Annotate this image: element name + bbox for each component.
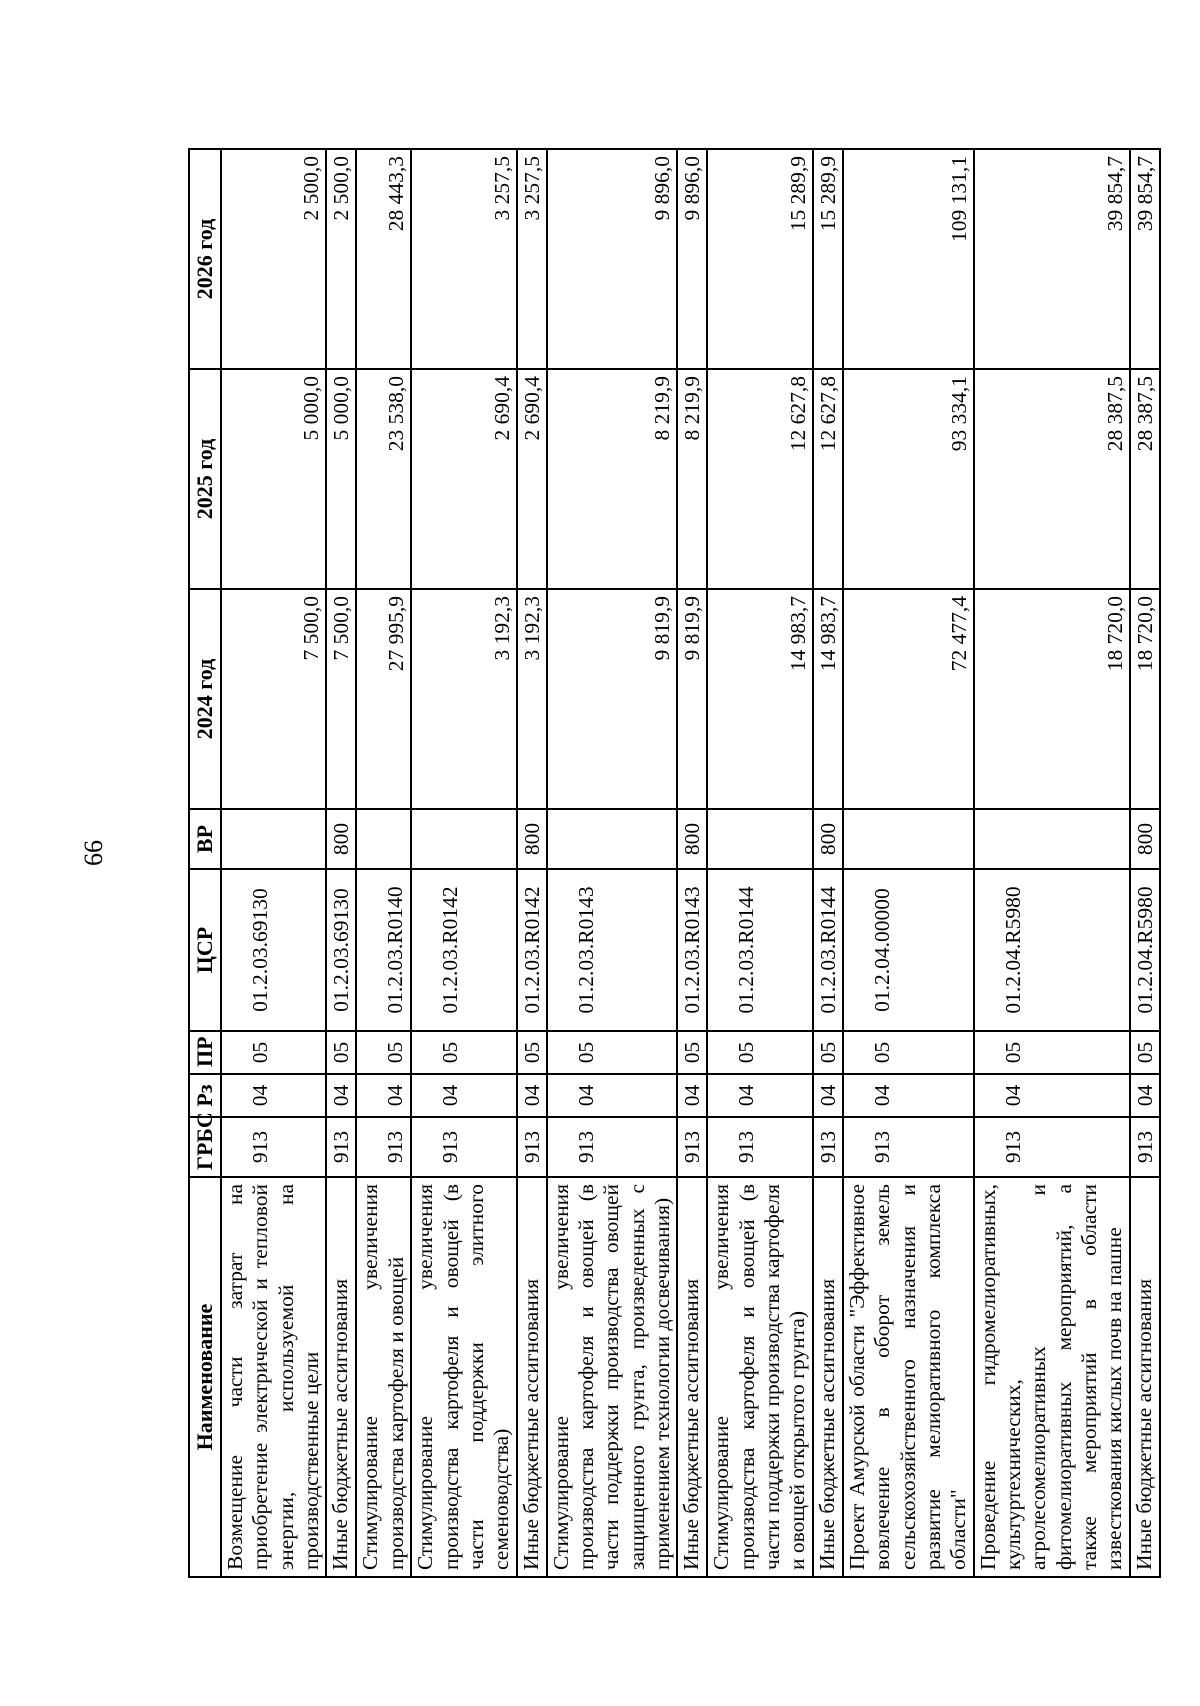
cell-grbs: 913 <box>356 1117 411 1177</box>
table-row <box>221 149 326 1577</box>
cell-name: Иные бюджетные ассигнования <box>1130 1177 1160 1577</box>
cell-y2026: 2 500,0 <box>221 149 326 369</box>
cell-grbs: 913 <box>707 1117 812 1177</box>
header-pr: ПР <box>189 1031 221 1074</box>
cell-grbs: 913 <box>1130 1117 1160 1177</box>
cell-grbs: 913 <box>517 1117 547 1177</box>
cell-y2025: 28 387,5 <box>1130 369 1160 589</box>
cell-csr: 01.2.03.R0142 <box>411 869 516 1031</box>
header-rz: Рз <box>189 1074 221 1117</box>
cell-pr: 05 <box>356 1031 411 1074</box>
cell-y2026: 2 500,0 <box>326 149 356 369</box>
cell-vr <box>707 809 812 869</box>
cell-csr: 01.2.03.R0143 <box>547 869 678 1031</box>
cell-name: Проведение гидромелиоративных, культуртехнических, агролесомелиоративных и фитомелиоративных мероприятий, а также мероприятий в области известкования кислых почв на пашне <box>974 1177 1130 1577</box>
cell-y2026: 9 896,0 <box>547 149 678 369</box>
cell-y2025: 2 690,4 <box>517 369 547 589</box>
cell-csr: 01.2.03.R0142 <box>517 869 547 1031</box>
table-header-row <box>189 149 221 1577</box>
cell-grbs: 913 <box>677 1117 707 1177</box>
cell-csr: 01.2.03.R0140 <box>356 869 411 1031</box>
cell-vr <box>356 809 411 869</box>
cell-name: Иные бюджетные ассигнования <box>517 1177 547 1577</box>
cell-y2024: 9 819,9 <box>677 589 707 809</box>
cell-pr: 05 <box>843 1031 974 1074</box>
cell-rz: 04 <box>411 1074 516 1117</box>
cell-y2026: 28 443,3 <box>356 149 411 369</box>
cell-y2026: 39 854,7 <box>1130 149 1160 369</box>
cell-pr: 05 <box>547 1031 678 1074</box>
cell-y2024: 3 192,3 <box>411 589 516 809</box>
rotated-table-container <box>188 150 1157 1578</box>
cell-y2026: 109 131,1 <box>843 149 974 369</box>
cell-pr: 05 <box>974 1031 1130 1074</box>
header-2025: 2025 год <box>189 369 221 589</box>
cell-pr: 05 <box>813 1031 843 1074</box>
table-row <box>547 149 678 1577</box>
cell-grbs: 913 <box>326 1117 356 1177</box>
budget-table <box>188 148 1161 1578</box>
cell-y2024: 7 500,0 <box>221 589 326 809</box>
cell-y2026: 3 257,5 <box>517 149 547 369</box>
table-row <box>411 149 516 1577</box>
header-2026: 2026 год <box>189 149 221 369</box>
table-row <box>677 149 707 1577</box>
cell-pr: 05 <box>1130 1031 1160 1074</box>
cell-y2024: 14 983,7 <box>813 589 843 809</box>
cell-y2025: 5 000,0 <box>221 369 326 589</box>
cell-csr: 01.2.04.R5980 <box>974 869 1130 1031</box>
cell-name: Возмещение части затрат на приобретение электрической и тепловой энергии, используемой на производственные цели <box>221 1177 326 1577</box>
cell-pr: 05 <box>707 1031 812 1074</box>
header-2024: 2024 год <box>189 589 221 809</box>
cell-rz: 04 <box>326 1074 356 1117</box>
cell-y2024: 18 720,0 <box>974 589 1130 809</box>
cell-rz: 04 <box>547 1074 678 1117</box>
cell-vr: 800 <box>517 809 547 869</box>
table-row <box>707 149 812 1577</box>
cell-csr: 01.2.03.69130 <box>221 869 326 1031</box>
cell-rz: 04 <box>517 1074 547 1117</box>
table-row <box>1130 149 1160 1577</box>
cell-y2025: 8 219,9 <box>547 369 678 589</box>
cell-vr: 800 <box>677 809 707 869</box>
cell-name: Проект Амурской области "Эффективное вовлечение в оборот земель сельскохозяйственного назначения и развитие мелиоративного комплекса области" <box>843 1177 974 1577</box>
cell-vr <box>974 809 1130 869</box>
cell-y2026: 3 257,5 <box>411 149 516 369</box>
cell-csr: 01.2.03.69130 <box>326 869 356 1031</box>
cell-rz: 04 <box>1130 1074 1160 1117</box>
cell-y2024: 9 819,9 <box>547 589 678 809</box>
cell-y2026: 9 896,0 <box>677 149 707 369</box>
cell-grbs: 913 <box>974 1117 1130 1177</box>
cell-y2025: 93 334,1 <box>843 369 974 589</box>
cell-vr <box>221 809 326 869</box>
cell-y2026: 15 289,9 <box>813 149 843 369</box>
cell-pr: 05 <box>411 1031 516 1074</box>
cell-csr: 01.2.04.R5980 <box>1130 869 1160 1031</box>
cell-rz: 04 <box>707 1074 812 1117</box>
cell-name: Иные бюджетные ассигнования <box>326 1177 356 1577</box>
cell-pr: 05 <box>221 1031 326 1074</box>
cell-y2024: 14 983,7 <box>707 589 812 809</box>
cell-name: Стимулирование увеличения производства картофеля и овощей <box>356 1177 411 1577</box>
cell-csr: 01.2.03.R0144 <box>707 869 812 1031</box>
cell-name: Стимулирование увеличения производства картофеля и овощей (в части поддержки производства картофеля и овощей открытого грунта) <box>707 1177 812 1577</box>
cell-name: Стимулирование увеличения производства картофеля и овощей (в части поддержки элитного семеноводства) <box>411 1177 516 1577</box>
cell-rz: 04 <box>843 1074 974 1117</box>
table-row <box>843 149 974 1577</box>
cell-grbs: 913 <box>813 1117 843 1177</box>
cell-name: Стимулирование увеличения производства картофеля и овощей (в части поддержки производства овощей защищенного грунта, произведенных с применением технологии досвечивания) <box>547 1177 678 1577</box>
header-grbs: ГРБС <box>189 1117 221 1177</box>
cell-csr: 01.2.04.00000 <box>843 869 974 1031</box>
header-name: Наименование <box>189 1177 221 1577</box>
cell-pr: 05 <box>517 1031 547 1074</box>
table-row <box>813 149 843 1577</box>
cell-vr: 800 <box>326 809 356 869</box>
header-csr: ЦСР <box>189 869 221 1031</box>
cell-vr <box>411 809 516 869</box>
table-row <box>326 149 356 1577</box>
cell-vr: 800 <box>813 809 843 869</box>
cell-y2025: 5 000,0 <box>326 369 356 589</box>
cell-grbs: 913 <box>843 1117 974 1177</box>
cell-rz: 04 <box>221 1074 326 1117</box>
cell-vr <box>547 809 678 869</box>
cell-vr: 800 <box>1130 809 1160 869</box>
cell-y2025: 12 627,8 <box>707 369 812 589</box>
cell-y2024: 18 720,0 <box>1130 589 1160 809</box>
cell-rz: 04 <box>356 1074 411 1117</box>
cell-y2025: 12 627,8 <box>813 369 843 589</box>
cell-y2024: 27 995,9 <box>356 589 411 809</box>
page-number: 66 <box>79 840 108 866</box>
cell-y2024: 7 500,0 <box>326 589 356 809</box>
cell-y2024: 3 192,3 <box>517 589 547 809</box>
cell-csr: 01.2.03.R0144 <box>813 869 843 1031</box>
cell-csr: 01.2.03.R0143 <box>677 869 707 1031</box>
header-vr: ВР <box>189 809 221 869</box>
table-row <box>974 149 1130 1577</box>
cell-y2025: 23 538,0 <box>356 369 411 589</box>
cell-y2024: 72 477,4 <box>843 589 974 809</box>
cell-rz: 04 <box>677 1074 707 1117</box>
cell-y2026: 15 289,9 <box>707 149 812 369</box>
table-row <box>356 149 411 1577</box>
cell-rz: 04 <box>813 1074 843 1117</box>
cell-y2025: 28 387,5 <box>974 369 1130 589</box>
cell-grbs: 913 <box>221 1117 326 1177</box>
cell-grbs: 913 <box>547 1117 678 1177</box>
cell-y2025: 8 219,9 <box>677 369 707 589</box>
cell-y2025: 2 690,4 <box>411 369 516 589</box>
cell-grbs: 913 <box>411 1117 516 1177</box>
cell-rz: 04 <box>974 1074 1130 1117</box>
cell-name: Иные бюджетные ассигнования <box>677 1177 707 1577</box>
cell-pr: 05 <box>326 1031 356 1074</box>
table-row <box>517 149 547 1577</box>
cell-y2026: 39 854,7 <box>974 149 1130 369</box>
cell-vr <box>843 809 974 869</box>
cell-name: Иные бюджетные ассигнования <box>813 1177 843 1577</box>
cell-pr: 05 <box>677 1031 707 1074</box>
